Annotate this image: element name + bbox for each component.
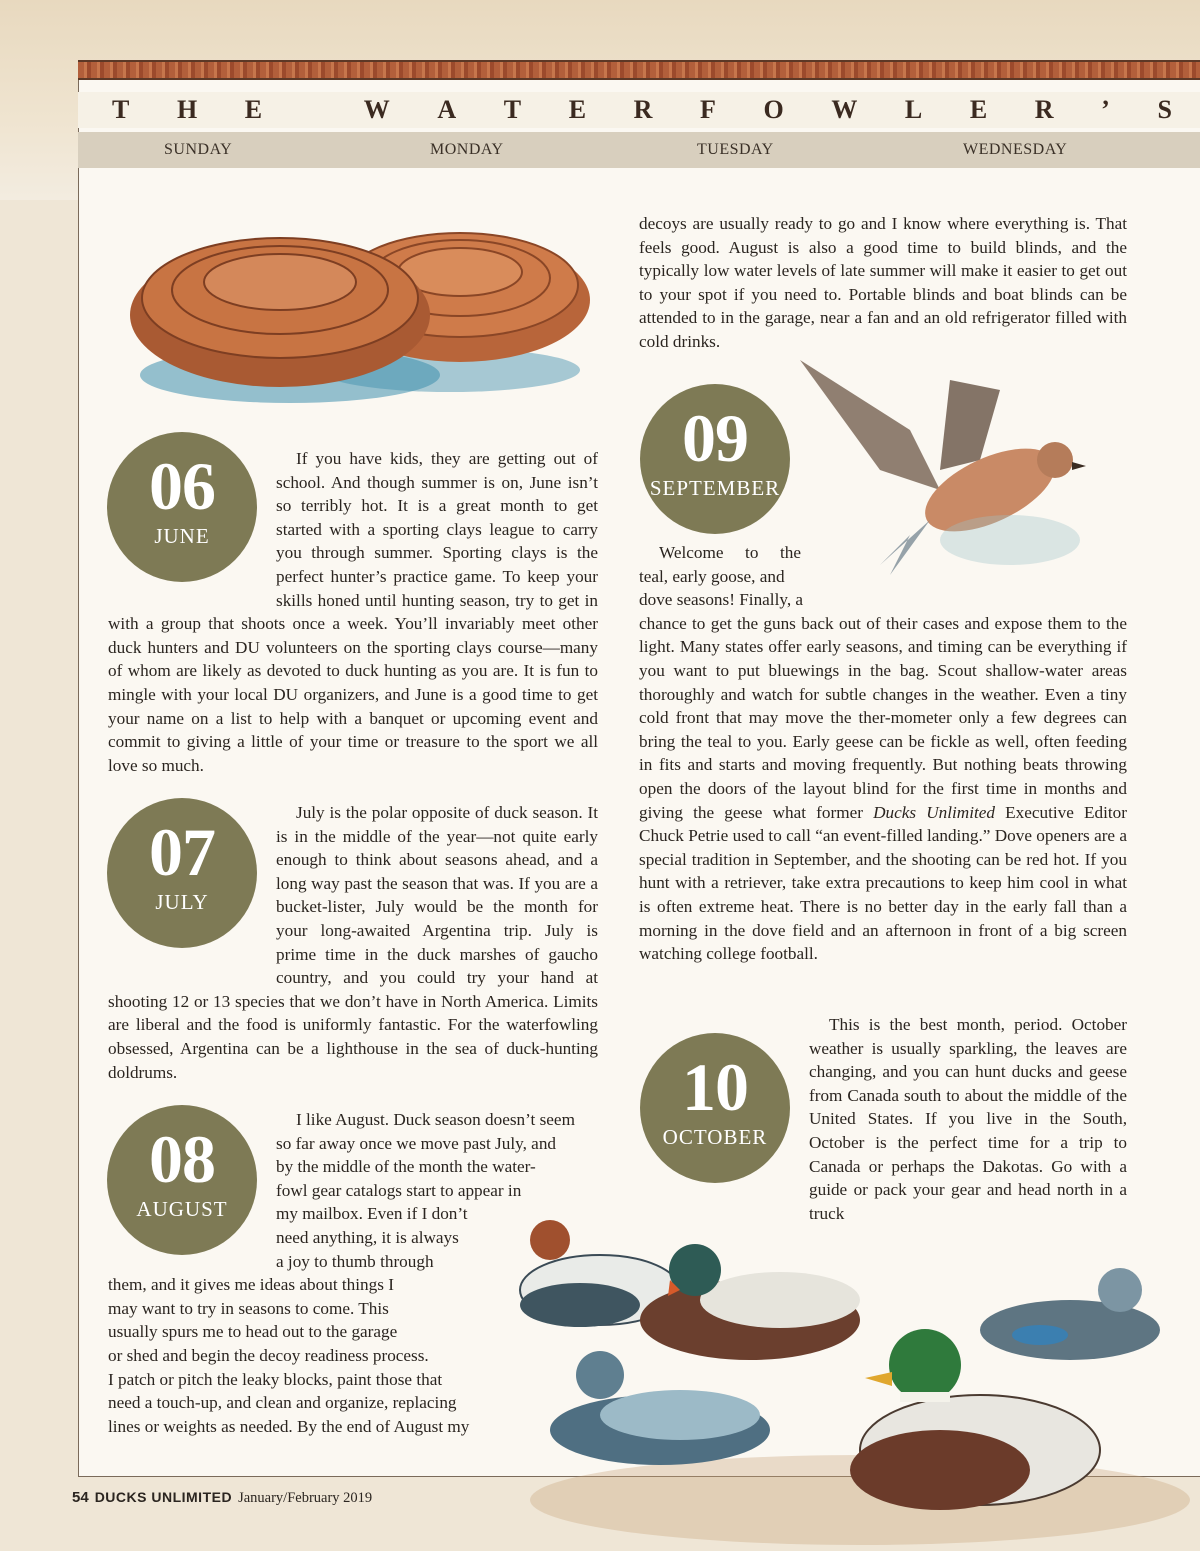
august-number: 08 [149,1121,215,1197]
september-text-after: Executive Editor Chuck Petrie used to call “an event-filled landing.” Dove openers are a special tradition in September, and the shooting can be red hot. If you hunt with a retriever, take extra precautions to keep him cool in what is often extreme heat. There is no better day in the early fall than a morning in the dove field and an afternoon in front of a big screen watching college football. [639,802,1127,964]
august-line-6: need anything, it is always [276,1227,459,1247]
august-line-13: need a touch-up, and clean and organize, replacing [108,1393,457,1413]
badge-september [640,384,790,534]
duck-decoys-illustration [480,1200,1200,1551]
page-footer [72,1489,372,1507]
august-line-7: a joy to thumb through [276,1251,434,1271]
masthead-letter: T [503,95,522,124]
september-line-1: Welcome to the [659,543,801,562]
masthead-letter [310,95,317,125]
masthead-title [112,95,1172,125]
august-line-8: them, and it gives me ideas about things I [108,1275,394,1295]
day-wednesday: WEDNESDAY [963,141,1068,158]
june-label: JUNE [154,524,210,548]
september-line-3: dove seasons! Finally, a [639,590,804,610]
day-sunday: SUNDAY [164,141,233,158]
masthead-letter: E [969,95,988,124]
august-continued: decoys are usually ready to go and I know where everything is. That feels good. August is also a good time to build blinds, and the typically low water levels of late summer will make it easier to get out to your spot if you need to. Portable blinds and boat blinds can be attended to in the garage, near a fan and an old refrigerator filled with cold drinks. [639,214,1127,351]
masthead-letter: T [112,95,130,124]
june-number: 06 [149,448,215,524]
masthead-letter: H [176,95,198,124]
masthead-letter: R [1034,95,1054,124]
august-label: AUGUST [136,1197,228,1221]
august-line-12: I patch or pitch the leaky blocks, paint those that [108,1369,443,1389]
clay-targets-illustration [100,190,620,420]
september-label: SEPTEMBER [649,476,781,500]
day-monday: MONDAY [430,141,504,158]
september-number: 09 [682,400,748,476]
page-number: 54 [72,1489,89,1506]
footer-brand: DUCKS UNLIMITED [94,1489,233,1505]
day-tuesday: TUESDAY [697,141,774,158]
july-label: JULY [155,890,209,914]
june-text: If you have kids, they are getting out of school. And though summer is on, June isn’t so terribly hot. It is a great month to get started with a sporting clays league to carry you through summer. Sporting clays is the perfect hunter’s practice game. To keep your skills honed until hunting season, try to get in with a group that shoots once a week. You’ll invariably meet other duck hunters and DU volunteers on the sporting clays course—many of whom are likely as devoted to duck hunting as you are. It is fun to mingle with your local DU organizers, and June is a good time to get your name on a list to help with a banquet or upcoming event and commit to giving a little of your time or treasure to the sport we all love so much. [108,449,598,775]
masthead-letter: F [700,95,716,124]
october-article [639,1013,1127,1225]
august-line-14: lines or weights as needed. By the end of August my [108,1416,470,1436]
september-article [639,541,1127,966]
masthead-letter: W [831,95,858,124]
june-article [108,447,598,777]
september-italic: Ducks Unlimited [873,802,995,822]
august-line-9: may want to try in seasons to come. This [108,1298,389,1318]
july-article [108,801,598,1084]
august-line-1: I like August. Duck season doesn’t seem [296,1110,575,1129]
masthead-letter: E [244,95,263,124]
masthead-letter: A [437,95,457,124]
august-line-4: fowl gear catalogs start to appear in [276,1180,522,1200]
august-line-10: usually spurs me to head out to the garage [108,1322,398,1342]
masthead-letter: R [633,95,653,124]
october-number: 10 [682,1049,748,1125]
october-text: This is the best month, period. October weather is usually sparkling, the leaves are changing, and you can hunt ducks and geese from Canada south to about the middle of the United States. If you live in the South, October is the perfect time for a trip to Canada or perhaps the Dakotas. Go with a guide or pack your gear and head north in a truck [809,1015,1127,1223]
september-text: chance to get the guns back out of their cases and expose them to the light. Many states offer early seasons, and timing can be everything if you want to put bluewings in the bag. Scout shallow-water areas thoroughly and watch for subtle changes in the weather. Even a tiny cold front that may move the ther-mometer only a few degrees can bring the teal to you. Early geese can be fickle as well, often feeding in fits and starts and moving frequently. But nothing beats throwing open the doors of the layout blind for the first time in months and giving the geese what former [639,613,1127,822]
july-number: 07 [149,814,215,890]
masthead-letter: E [568,95,587,124]
august-line-11: or shed and begin the decoy readiness process. [108,1345,429,1365]
july-text: July is the polar opposite of duck season. It is in the middle of the year—not quite early enough to think about seasons ahead, and a long way past the season that was. If you are a bucket-lister, July would be the month for your long-awaited Argentina trip. July is prime time in the duck marshes of gaucho country, and you could try your hand at shooting 12 or 13 species that we don’t have in North America. Limits are liberal and the food is uniformly fantastic. For the waterfowling obsessed, Argentina can be a lighthouse in the sea of duck-hunting doldrums. [108,803,598,1082]
masthead-letter: L [904,95,923,124]
masthead-letter: W [363,95,390,124]
masthead-letter: O [763,95,784,124]
decorative-top-band [78,60,1200,80]
august-line-5: my mailbox. Even if I don’t [276,1204,468,1224]
masthead-letter: ’ [1101,95,1110,124]
footer-issue: January/February 2019 [238,1490,373,1506]
october-label: OCTOBER [662,1125,768,1149]
august-line-3: by the middle of the month the water- [276,1157,536,1177]
masthead-letter: S [1157,95,1172,124]
august-line-2: so far away once we move past July, and [276,1133,557,1153]
september-line-2: teal, early goose, and [639,566,785,586]
